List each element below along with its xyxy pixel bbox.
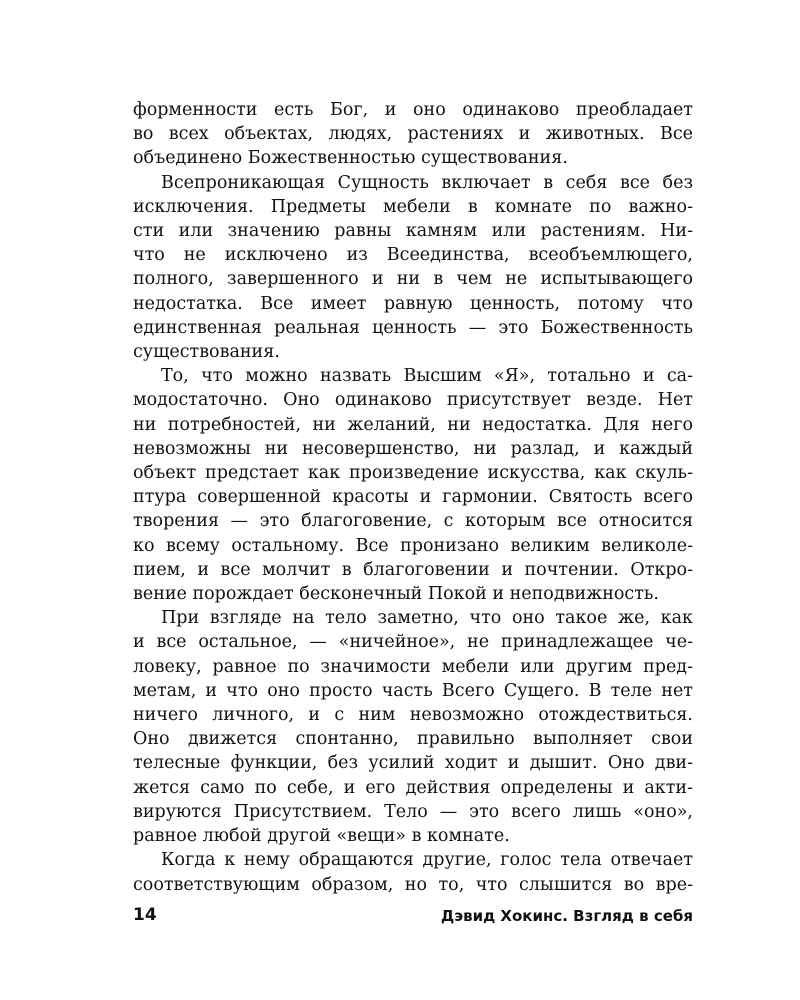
text-line: и все остальное, — «ничейное», не принадлежащее че-: [133, 632, 693, 653]
text-line: вение порождает бесконечный Покой и неподвижность.: [133, 584, 659, 605]
text-line: ни потребностей, ни желаний, ни недостатка. Для него: [133, 414, 693, 435]
text-line: ничего личного, и с ним невозможно отождествиться.: [133, 705, 693, 726]
text-line: вируются Присутствием. Тело — это всего лишь «оно»,: [133, 801, 693, 822]
text-line: Всепроникающая Сущность включает в себя все без: [161, 172, 693, 193]
text-line: соответствующим образом, но то, что слышится во вре-: [133, 874, 693, 895]
text-line: При взгляде на тело заметно, что оно такое же, как: [161, 608, 693, 629]
text-line: невозможны ни несовершенство, ни разлад, и каждый: [133, 438, 693, 459]
text-line: творения — это благоговение, с которым все относится: [133, 511, 693, 532]
text-line: модостаточно. Оно одинаково присутствует везде. Нет: [133, 390, 693, 411]
text-line: что не исключено из Всеединства, всеобъемлющего,: [133, 245, 693, 266]
text-line: пием, и все молчит в благоговении и почтении. Откро-: [133, 559, 693, 580]
text-line: ко всему остальному. Все пронизано великим великоле-: [133, 535, 693, 556]
text-line: сти или значению равны камням или растениям. Ни-: [133, 221, 693, 242]
text-line: ловеку, равное по значимости мебели или другим пред-: [133, 656, 693, 677]
text-line: во всех объектах, людях, растениях и животных. Все: [133, 124, 693, 145]
text-line: То, что можно назвать Высшим «Я», тотально и са-: [161, 366, 693, 387]
text-line: метам, и что оно просто часть Всего Сущего. В теле нет: [133, 680, 693, 701]
page-footer: [133, 905, 693, 927]
text-line: Когда к нему обращаются другие, голос тела отвечает: [161, 850, 693, 871]
text-line: существования.: [133, 342, 280, 363]
text-line: недостатка. Все имеет равную ценность, потому что: [133, 293, 693, 314]
text-line: объект предстает как произведение искусства, как скуль-: [133, 463, 693, 484]
text-line: жется само по себе, и его действия определены и акти-: [133, 777, 693, 798]
text-line: Оно движется спонтанно, правильно выполняет свои: [133, 729, 693, 750]
text-line: единственная реальная ценность — это Божественность: [133, 317, 693, 338]
text-line: объединено Божественностью существования.: [133, 148, 568, 169]
text-line: телесные функции, без усилий ходит и дышит. Оно дви-: [133, 753, 693, 774]
running-title: Дэвид Хокинс. Взгляд в себя: [440, 907, 693, 925]
text-line: форменности есть Бог, и оно одинаково преобладает: [133, 100, 693, 120]
body-text: [133, 98, 693, 897]
text-line: птура совершенной красоты и гармонии. Святость всего: [133, 487, 693, 508]
page-number: 14: [133, 905, 157, 925]
text-line: равное любой другой «вещи» в комнате.: [133, 826, 510, 847]
text-line: исключения. Предметы мебели в комнате по важно-: [133, 196, 693, 217]
text-line: полного, завершенного и ни в чем не испытывающего: [133, 269, 693, 290]
